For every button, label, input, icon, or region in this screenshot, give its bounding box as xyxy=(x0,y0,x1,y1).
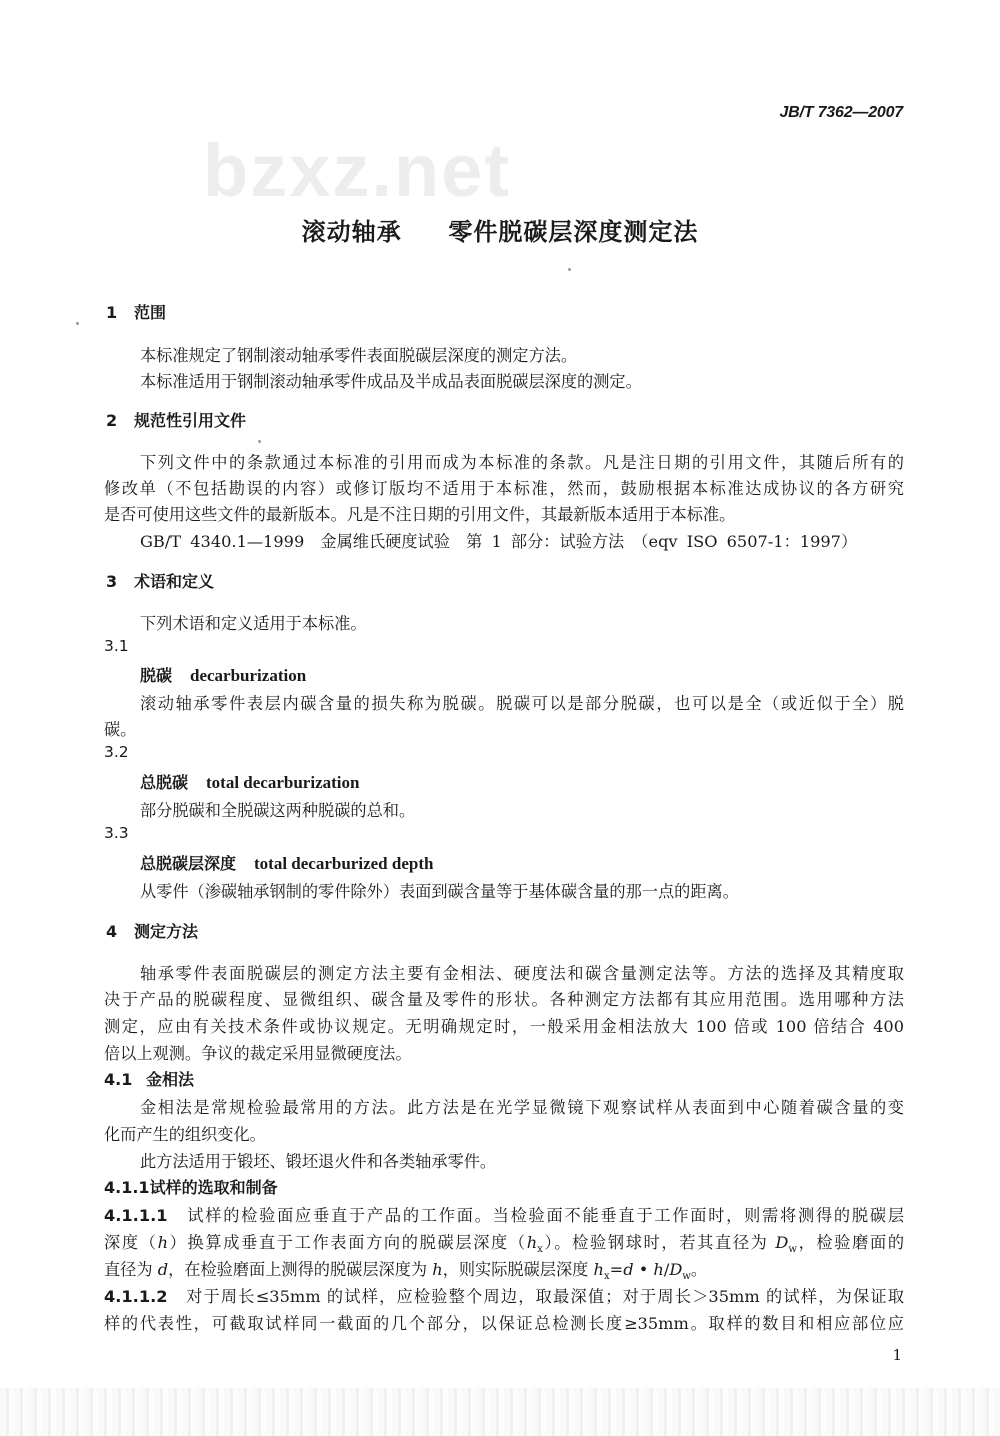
paragraph-line: 轴承零件表面脱碳层的测定方法主要有金相法、硬度法和碳含量测定法等。方法的选择及其精度取 xyxy=(140,964,904,983)
paragraph-line: 倍以上观测。争议的裁定采用显微硬度法。 xyxy=(104,1044,412,1063)
clause-4-1-1-heading xyxy=(104,1175,278,1198)
section-number: 2 xyxy=(106,411,118,430)
clause-4-1-1-2-line: 样的代表性，可截取试样同一截面的几个部分，以保证总检测长度≥35mm。取样的数目和相应部位应 xyxy=(104,1314,904,1333)
scan-speck xyxy=(258,440,261,443)
definition-line: 部分脱碳和全脱碳这两种脱碳的总和。 xyxy=(140,801,416,820)
paragraph-line: 化而产生的组织变化。 xyxy=(104,1125,266,1144)
term-chinese: 总脱碳 xyxy=(140,773,189,792)
term-heading xyxy=(140,663,306,686)
subscript: w xyxy=(682,1271,691,1283)
variable: d xyxy=(157,1260,169,1279)
term-english: total decarburized depth xyxy=(254,854,434,873)
term-heading xyxy=(140,851,433,874)
variable: h xyxy=(157,1233,169,1252)
term-chinese: 脱碳 xyxy=(140,666,173,685)
definition-line: 从零件（渗碳轴承钢制的零件除外）表面到碳含量等于基体碳含量的那一点的距离。 xyxy=(140,882,739,901)
text-run: ，在检验磨面上测得的脱碳层深度为 xyxy=(168,1260,433,1279)
subscript: w xyxy=(788,1244,797,1256)
section-3-heading xyxy=(106,569,214,592)
clause-4-1-1-1-line xyxy=(104,1229,904,1255)
term-heading xyxy=(140,770,359,793)
variable: D xyxy=(775,1233,789,1252)
paragraph-line: 修改单（不包括勘误的内容）或修订版均不适用于本标准，然而，鼓励根据本标准达成协议的各方研究 xyxy=(104,479,904,498)
section-number: 3 xyxy=(106,572,118,591)
text-run: 。 xyxy=(690,1260,708,1279)
text-run: ）换算成垂直于工作表面方向的脱碳层深度（ xyxy=(168,1233,527,1252)
section-4-heading xyxy=(106,919,198,942)
clause-text: 试样的检验面应垂直于产品的工作面。当检验面不能垂直于工作面时，则需将测得的脱碳层 xyxy=(187,1206,905,1225)
clause-number: 4.1.1.1 xyxy=(104,1206,168,1225)
text-run: 直径为 xyxy=(104,1260,158,1279)
variable: h xyxy=(432,1260,443,1279)
term-number: 3.1 xyxy=(104,637,129,655)
document-title: 滚动轴承 零件脱碳层深度测定法 xyxy=(301,218,699,246)
clause-title: 试样的选取和制备 xyxy=(149,1178,278,1197)
clause-number: 4.1.1.2 xyxy=(104,1287,168,1306)
section-title: 测定方法 xyxy=(134,922,199,941)
paragraph-line: 测定，应由有关技术条件或协议规定。无明确规定时，一般采用金相法放大 100 倍或 100 倍结合 400 xyxy=(104,1017,904,1036)
variable: h xyxy=(526,1233,538,1252)
clause-4-1-1-1-line xyxy=(104,1202,904,1226)
section-number: 4.1 xyxy=(104,1070,133,1089)
variable: D xyxy=(669,1260,683,1279)
section-number: 4 xyxy=(106,922,118,941)
variable: d xyxy=(623,1260,634,1279)
subscript: x xyxy=(537,1244,543,1256)
variable: h xyxy=(653,1260,664,1279)
term-english: decarburization xyxy=(190,666,307,685)
watermark-text: bzxz.net xyxy=(203,129,511,212)
clause-4-1-1-2-line xyxy=(104,1283,904,1307)
term-chinese: 总脱碳层深度 xyxy=(140,854,237,873)
clause-text: 对于周长≤35mm 的试样，应检验整个周边，取最深值；对于周长＞35mm 的试样，为保证取 xyxy=(186,1287,905,1306)
normative-reference: GB/T 4340.1—1999 金属维氏硬度试验 第 1 部分：试验方法 （eqv ISO 6507-1：1997） xyxy=(140,532,858,551)
section-number: 1 xyxy=(106,303,118,322)
subscript: x xyxy=(603,1271,610,1283)
paragraph-line: 下列文件中的条款通过本标准的引用而成为本标准的条款。凡是注日期的引用文件，其随后所有的 xyxy=(140,453,904,472)
text-run: ）。检验钢球时，若其直径为 xyxy=(542,1233,776,1252)
section-title: 术语和定义 xyxy=(134,572,215,591)
text-run: = xyxy=(609,1260,624,1279)
text-run: • xyxy=(633,1260,654,1279)
term-english: total decarburization xyxy=(206,773,360,792)
section-title: 金相法 xyxy=(146,1070,195,1089)
text-run: 深度（ xyxy=(104,1233,158,1252)
clause-number: 4.1.1 xyxy=(104,1178,150,1197)
text-run: ，检验磨面的 xyxy=(796,1233,905,1252)
scan-speck xyxy=(76,322,79,325)
scan-edge-noise xyxy=(0,1388,1000,1436)
text-run: ，则实际脱碳层深度 xyxy=(442,1260,594,1279)
variable: h xyxy=(593,1260,604,1279)
term-number: 3.2 xyxy=(104,743,129,761)
section-4-1-heading xyxy=(104,1067,194,1090)
section-2-heading xyxy=(106,408,246,431)
term-number: 3.3 xyxy=(104,824,129,842)
standard-number: JB/T 7362—2007 xyxy=(779,104,903,121)
paragraph-line: 决于产品的脱碳程度、显微组织、碳含量及零件的形状。各种测定方法都有其应用范围。选用哪种方法 xyxy=(104,990,904,1009)
paragraph: 下列术语和定义适用于本标准。 xyxy=(140,614,367,633)
definition-line: 滚动轴承零件表层内碳含量的损失称为脱碳。脱碳可以是部分脱碳，也可以是全（或近似于全）脱 xyxy=(140,694,904,713)
definition-line: 碳。 xyxy=(104,720,137,739)
paragraph-line: 金相法是常规检验最常用的方法。此方法是在光学显微镜下观察试样从表面到中心随着碳含量的变 xyxy=(140,1098,904,1117)
page-number: 1 xyxy=(892,1346,902,1364)
scan-speck xyxy=(568,268,571,271)
paragraph-line: 此方法适用于锻坯、锻坯退火件和各类轴承零件。 xyxy=(140,1152,497,1171)
paragraph: 本标准适用于钢制滚动轴承零件成品及半成品表面脱碳层深度的测定。 xyxy=(140,372,642,391)
text-run: / xyxy=(663,1260,670,1279)
section-title: 范围 xyxy=(134,303,167,322)
section-title: 规范性引用文件 xyxy=(134,411,247,430)
paragraph: 本标准规定了钢制滚动轴承零件表面脱碳层深度的测定方法。 xyxy=(140,346,578,365)
clause-4-1-1-1-line xyxy=(104,1256,904,1282)
section-1-heading xyxy=(106,300,166,323)
paragraph-line: 是否可使用这些文件的最新版本。凡是不注日期的引用文件，其最新版本适用于本标准。 xyxy=(104,505,736,524)
